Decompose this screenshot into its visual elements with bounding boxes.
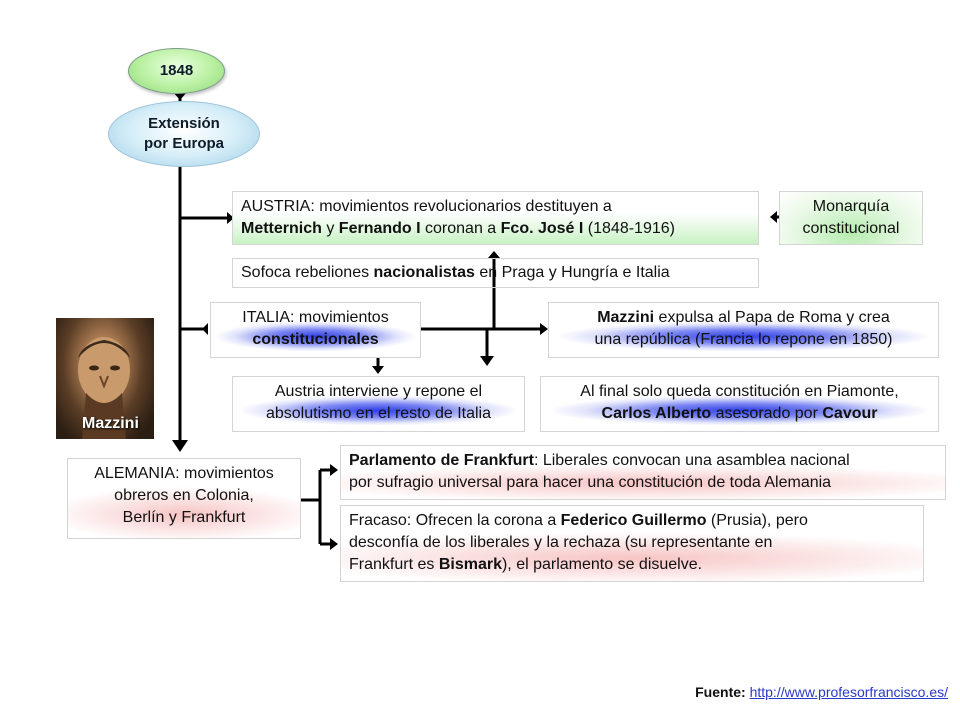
text-line: [241, 196, 750, 218]
text-run: Berlín y Frankfurt: [122, 509, 246, 526]
bold-term: Carlos Alberto: [601, 405, 712, 422]
text-run: AUSTRIA: movimientos revolucionarios destituyen a: [241, 198, 612, 215]
text-run: en Praga y Hungría e Italia: [474, 264, 670, 281]
text-line: [241, 262, 750, 284]
text-run: ), el parlamento se disuelve.: [501, 556, 703, 573]
italia-node: [210, 302, 421, 358]
text-run: una república (Francia lo repone en 1850): [594, 331, 893, 348]
austria-text: [241, 196, 750, 240]
alemania-text: [76, 463, 292, 529]
italia-text: [219, 307, 412, 351]
extension-oval: [108, 101, 260, 167]
text-run: por sufragio universal para hacer una constitución de toda Alemania: [349, 474, 832, 491]
text-run: ALEMANIA: movimientos: [94, 465, 274, 482]
text-line: [349, 554, 915, 576]
text-run: Al final solo queda constitución en Piamonte,: [580, 383, 899, 400]
text-line: [241, 218, 750, 240]
mazzini-republic-node: [548, 302, 939, 358]
text-run: (1848-1916): [583, 220, 675, 237]
text-run: y: [321, 220, 339, 237]
year-label: 1848: [159, 62, 194, 79]
text-run: ITALIA: movimientos: [242, 309, 389, 326]
text-run: absolutismo en el resto de Italia: [265, 405, 491, 422]
text-line: [349, 472, 937, 494]
austria-intervenes-text: [241, 381, 516, 425]
bold-term: constitucionales: [252, 331, 379, 348]
text-run: expulsa al Papa de Roma y crea: [654, 309, 890, 326]
text-line: [557, 307, 930, 329]
source-footer: [695, 684, 948, 700]
text-run: Frankfurt es: [349, 556, 439, 573]
text-line: [349, 450, 937, 472]
frankfurt-parliament-text: [349, 450, 937, 494]
bold-term: Federico Guillermo: [560, 512, 707, 529]
source-label: Fuente:: [695, 684, 746, 700]
monarchy-line-1: Monarquía: [812, 198, 890, 215]
text-line: [557, 329, 930, 351]
austria-node: [232, 191, 759, 245]
text-run: asesorado por: [711, 405, 823, 422]
bold-term: Cavour: [822, 405, 878, 422]
frankfurt-parliament-node: [340, 445, 946, 500]
text-line: [76, 485, 292, 507]
text-line: [219, 329, 412, 351]
year-oval: [128, 48, 225, 94]
monarchy-node: [779, 191, 923, 245]
text-line: [241, 403, 516, 425]
failure-node: [340, 505, 924, 582]
bold-term: Fernando I: [338, 220, 421, 237]
text-run: : Liberales convocan una asamblea nacional: [533, 452, 850, 469]
repression-node: [232, 258, 759, 288]
bold-term: Bismark: [438, 556, 502, 573]
piamonte-node: [540, 376, 939, 432]
text-run: desconfía de los liberales y la rechaza (su representante en: [349, 534, 773, 551]
text-line: [76, 463, 292, 485]
bold-term: Mazzini: [597, 309, 655, 326]
bold-term: Parlamento de Frankfurt: [349, 452, 534, 469]
text-line: [76, 507, 292, 529]
text-run: Sofoca rebeliones: [241, 264, 374, 281]
text-run: (Prusia), pero: [706, 512, 808, 529]
text-line: [349, 510, 915, 532]
portrait-label: Mazzini: [82, 415, 139, 432]
text-line: [241, 381, 516, 403]
mazzini-portrait: [56, 318, 154, 439]
extension-label-line-2: por Europa: [143, 135, 224, 152]
austria-intervenes-node: [232, 376, 525, 432]
failure-text: [349, 510, 915, 576]
bold-term: Fco. José I: [500, 220, 584, 237]
text-run: obreros en Colonia,: [114, 487, 254, 504]
text-line: [549, 381, 930, 403]
mazzini-republic-text: [557, 307, 930, 351]
bold-term: Metternich: [241, 220, 322, 237]
text-run: Austria interviene y repone el: [274, 383, 483, 400]
source-link[interactable]: http://www.profesorfrancisco.es/: [749, 684, 948, 700]
text-line: [349, 532, 915, 554]
bold-term: nacionalistas: [373, 264, 475, 281]
piamonte-text: [549, 381, 930, 425]
text-run: Fracaso: Ofrecen la corona a: [349, 512, 561, 529]
text-line: [549, 403, 930, 425]
text-run: coronan a: [420, 220, 501, 237]
extension-label-line-1: Extensión: [148, 115, 220, 132]
alemania-node: [67, 458, 301, 539]
repression-text: [241, 262, 750, 284]
monarchy-line-2: constitucional: [802, 220, 900, 237]
text-line: [219, 307, 412, 329]
